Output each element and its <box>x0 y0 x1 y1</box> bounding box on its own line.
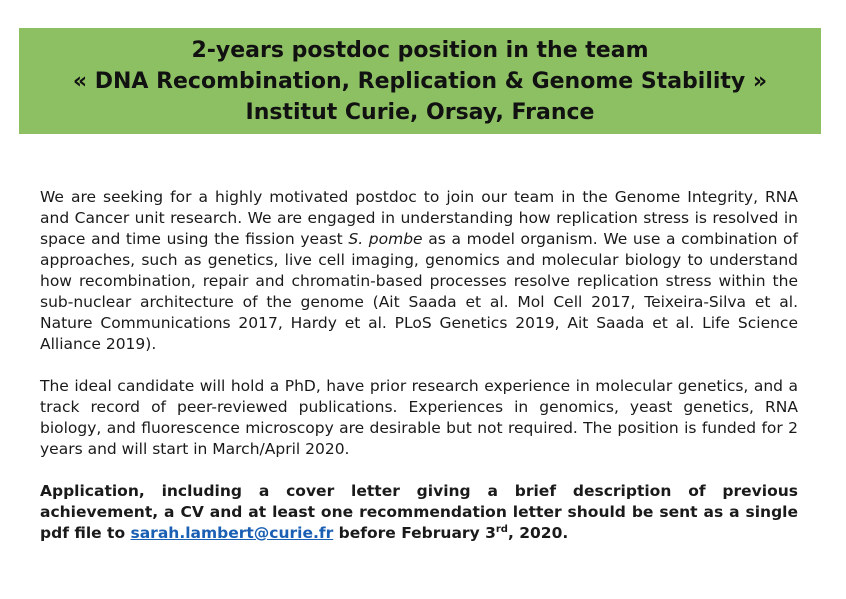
species-name: S. pombe <box>348 230 423 248</box>
deadline-text: before February 3 <box>333 524 496 542</box>
application-instructions-paragraph <box>40 481 798 544</box>
contact-email-link[interactable]: sarah.lambert@curie.fr <box>130 524 334 542</box>
description-text-start: We are seeking for a highly motivated postdoc to join our team in the Genome Integrity, RNA and Cancer unit research. We are engaged in understanding how replication stress is resolved in space and time using the fission yeast <box>40 188 798 248</box>
ordinal-suffix: rd <box>495 523 508 535</box>
title-banner <box>19 28 821 134</box>
deadline-year: , 2020. <box>507 524 569 542</box>
document-body <box>40 187 798 565</box>
description-text-end: as a model organism. We use a combination of approaches, such as genetics, live cell imaging, genomics and molecular biology to understand how recombination, repair and chromatin-based processes resolve replication stress within the sub-nuclear architecture of the genome (Ait Saada et al. Mol Cell 2017, Teixeira-Silva et al. Nature Communications 2017, Hardy et al. PLoS Genetics 2019, Ait Saada et al. Life Science Alliance 2019). <box>40 230 798 353</box>
application-text: Application, including a cover letter giving a brief description of previous achievement, a CV and at least one recommendation letter should be sent as a single pdf file to <box>40 482 798 542</box>
title-line-institute: Institut Curie, Orsay, France <box>245 99 595 125</box>
description-paragraph <box>40 187 798 355</box>
title-line-position: 2-years postdoc position in the team <box>191 37 649 63</box>
title-line-team: « DNA Recombination, Replication & Genome Stability » <box>72 68 768 94</box>
candidate-requirements-paragraph: The ideal candidate will hold a PhD, have prior research experience in molecular genetics, and a track record of peer-reviewed publications. Experiences in genomics, yeast genetics, RNA biology, and fluorescence microscopy are desirable but not required. The position is funded for 2 years and will start in March/April 2020. <box>40 377 798 458</box>
